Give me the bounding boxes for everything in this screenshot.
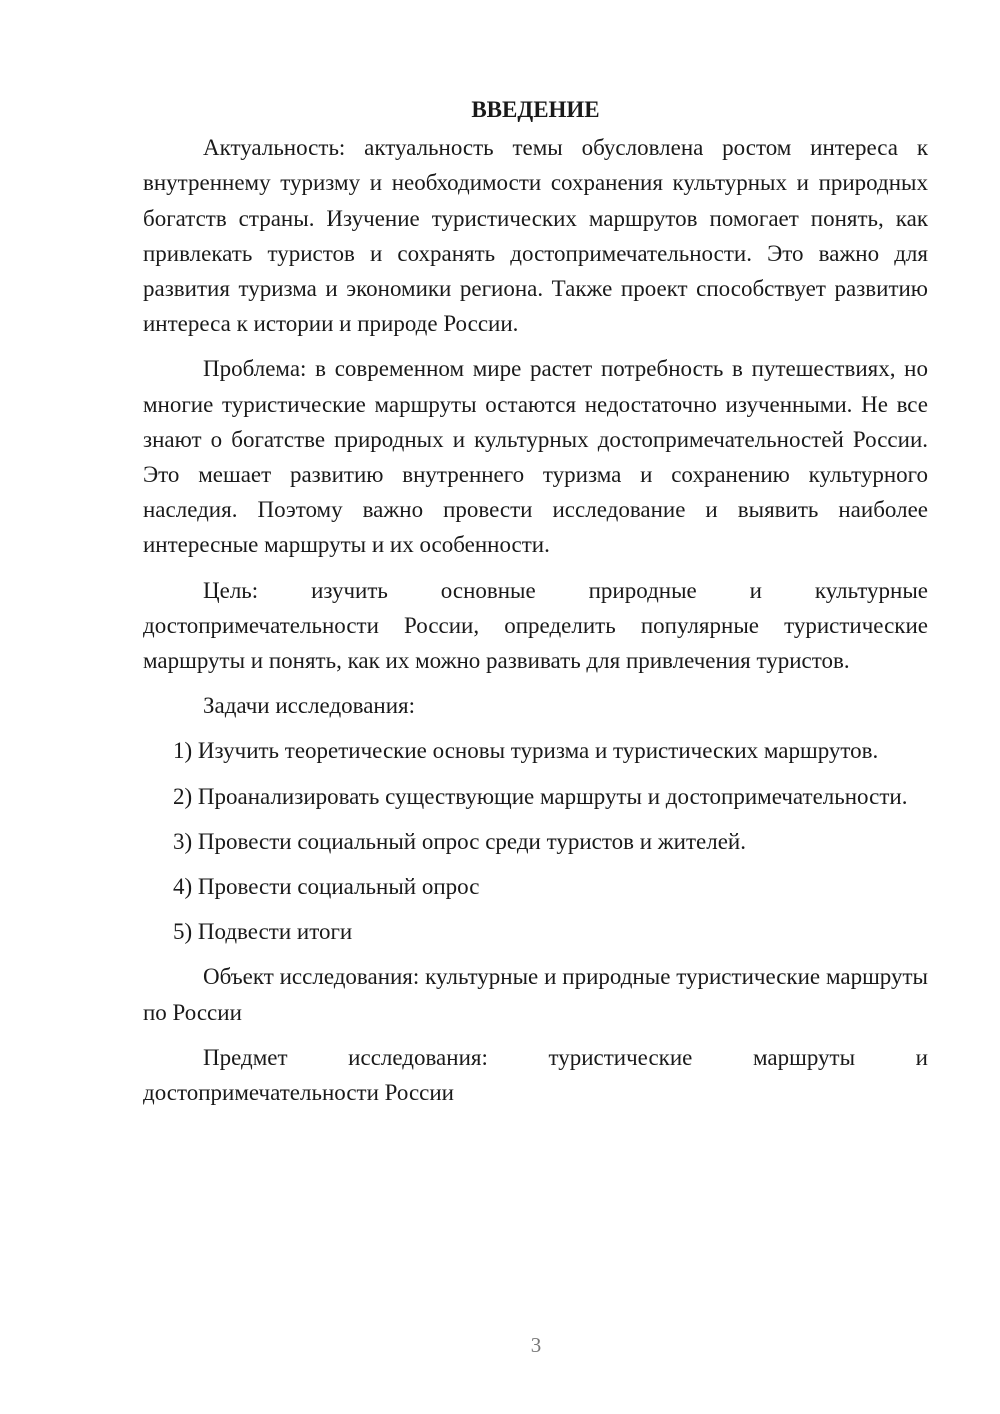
problem-paragraph: Проблема: в современном мире растет потребность в путешествиях, но многие туристические маршруты остаются недостаточно изученными. Не все знают о богатстве природных и культурных достопримечательностей России. Это мешает развитию внутреннего туризма и сохранению культурного наследия. Поэтому важно провести исследование и выявить наиболее интересные маршруты и их особенности. <box>143 356 928 558</box>
task-item-3: 3) Провести социальный опрос среди туристов и жителей. <box>173 828 746 854</box>
research-subject-paragraph: Предмет исследования: туристические маршруты и достопримечательности России <box>143 1044 928 1106</box>
task-item-1: 1) Изучить теоретические основы туризма и туристических маршрутов. <box>173 738 879 764</box>
relevance-paragraph: Актуальность: актуальность темы обусловлена ростом интереса к внутреннему туризму и необходимости сохранения культурных и природных богатств страны. Изучение туристических маршрутов помогает понять, как привлекать туристов и сохранять достопримечательности. Это важно для развития туризма и экономики региона. Также проект способствует развитию интереса к истории и природе России. <box>143 135 928 337</box>
page-title: ВВЕДЕНИЕ <box>471 97 600 122</box>
page-number: 3 <box>530 1333 542 1357</box>
research-object-paragraph: Объект исследования: культурные и природные туристические маршруты по России <box>143 964 928 1025</box>
task-item-5: 5) Подвести итоги <box>173 919 353 945</box>
task-item-2: 2) Проанализировать существующие маршруты и достопримечательности. <box>173 783 908 809</box>
tasks-heading: Задачи исследования: <box>203 693 416 719</box>
goal-paragraph: Цель: изучить основные природные и культурные достопримечательности России, определить популярные туристические маршруты и понять, как их можно развивать для привлечения туристов. <box>143 577 928 674</box>
task-item-4: 4) Провести социальный опрос <box>173 874 480 900</box>
document-body <box>143 92 928 1120</box>
